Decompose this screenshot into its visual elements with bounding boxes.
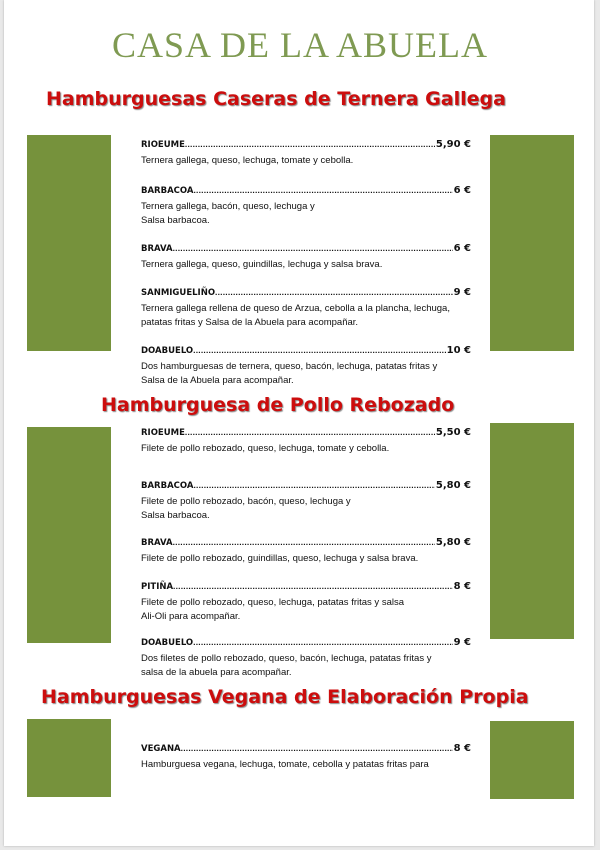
dot-leader bbox=[193, 635, 452, 649]
decorative-green-block-right bbox=[490, 423, 574, 639]
restaurant-title: CASA DE LA ABUELA bbox=[111, 25, 489, 65]
menu-item bbox=[141, 478, 471, 523]
section-title-ternera: Hamburguesas Caseras de Ternera Gallega bbox=[46, 88, 506, 110]
menu-item bbox=[141, 579, 471, 624]
dot-leader bbox=[173, 579, 453, 593]
item-description: Ternera gallega rellena de queso de Arzua, cebolla a la plancha, lechuga, patatas fritas y Salsa de la Abuela para acompañar. bbox=[141, 303, 450, 328]
dot-leader bbox=[181, 741, 453, 755]
item-name: BARBACOA bbox=[141, 186, 194, 196]
item-price: 9 € bbox=[453, 637, 471, 648]
menu-item bbox=[141, 285, 471, 330]
item-price: 5,80 € bbox=[435, 537, 471, 548]
item-price: 6 € bbox=[453, 243, 471, 254]
item-price: 5,80 € bbox=[435, 480, 471, 491]
item-name: RIOEUME bbox=[141, 428, 185, 438]
item-description: Dos hamburguesas de ternera, queso, bacón, lechuga, patatas fritas y Salsa de la Abuela para acompañar. bbox=[141, 361, 438, 386]
decorative-green-block-left bbox=[27, 427, 111, 643]
menu-item bbox=[141, 241, 471, 272]
dot-leader bbox=[215, 285, 453, 299]
item-name: PITIÑA bbox=[141, 582, 174, 592]
item-price: 5,50 € bbox=[435, 427, 471, 438]
item-name: BRAVA bbox=[141, 244, 173, 254]
dot-leader bbox=[173, 241, 453, 255]
item-name: BARBACOA bbox=[141, 481, 194, 491]
menu-item bbox=[141, 343, 471, 388]
item-name: RIOEUME bbox=[141, 140, 185, 150]
item-description: Ternera gallega, queso, guindillas, lechuga y salsa brava. bbox=[141, 259, 383, 270]
item-description: Filete de pollo rebozado, bacón, queso, lechuga y Salsa barbacoa. bbox=[141, 496, 351, 521]
menu-item bbox=[141, 535, 471, 566]
item-description: Filete de pollo rebozado, queso, lechuga, patatas fritas y salsa Ali-Oli para acompañar. bbox=[141, 597, 404, 622]
dot-leader bbox=[193, 183, 452, 197]
item-description: Dos filetes de pollo rebozado, queso, bacón, lechuga, patatas fritas y salsa de la abuela para acompañar. bbox=[141, 653, 432, 678]
item-description: Ternera gallega, bacón, queso, lechuga y Salsa barbacoa. bbox=[141, 201, 315, 226]
item-name: VEGANA bbox=[141, 744, 181, 754]
item-price: 10 € bbox=[446, 345, 471, 356]
dot-leader bbox=[193, 343, 445, 357]
decorative-green-block-left bbox=[27, 719, 111, 797]
item-name: SANMIGUELIÑO bbox=[141, 288, 216, 298]
dot-leader bbox=[193, 478, 434, 492]
menu-item bbox=[141, 425, 471, 456]
item-description: Hamburguesa vegana, lechuga, tomate, cebolla y patatas fritas para bbox=[141, 759, 429, 770]
menu-item bbox=[141, 635, 471, 680]
menu-item bbox=[141, 183, 471, 228]
item-description: Ternera gallega, queso, lechuga, tomate y cebolla. bbox=[141, 155, 354, 166]
section-title-pollo: Hamburguesa de Pollo Rebozado bbox=[101, 394, 455, 416]
item-price: 9 € bbox=[453, 287, 471, 298]
menu-item bbox=[141, 137, 471, 168]
decorative-green-block-right bbox=[490, 721, 574, 799]
item-price: 8 € bbox=[453, 743, 471, 754]
dot-leader bbox=[185, 425, 435, 439]
item-description: Filete de pollo rebozado, guindillas, queso, lechuga y salsa brava. bbox=[141, 553, 419, 564]
section-title-vegana: Hamburguesas Vegana de Elaboración Propia bbox=[41, 686, 529, 708]
item-price: 5,90 € bbox=[435, 139, 471, 150]
item-price: 8 € bbox=[453, 581, 471, 592]
dot-leader bbox=[173, 535, 435, 549]
menu-item bbox=[141, 741, 471, 772]
item-name: BRAVA bbox=[141, 538, 173, 548]
decorative-green-block-left bbox=[27, 135, 111, 351]
item-name: DOABUELO bbox=[141, 346, 194, 356]
item-name: DOABUELO bbox=[141, 638, 194, 648]
item-price: 6 € bbox=[453, 185, 471, 196]
decorative-green-block-right bbox=[490, 135, 574, 351]
dot-leader bbox=[185, 137, 435, 151]
item-description: Filete de pollo rebozado, queso, lechuga, tomate y cebolla. bbox=[141, 443, 390, 454]
